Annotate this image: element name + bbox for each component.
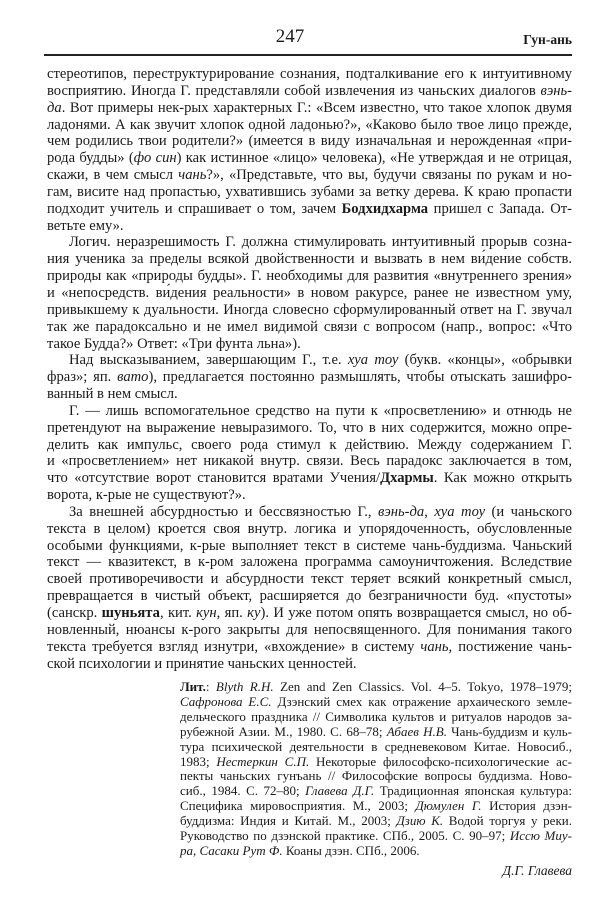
text-run: ской психологии и принятие чаньских ценностей. xyxy=(47,655,357,672)
text-line xyxy=(47,453,572,470)
text-line xyxy=(47,588,572,605)
text-line xyxy=(47,234,572,251)
text-run: ния ученика за пределы всякой двойственности и вызвать в нем ви́дение собств. xyxy=(47,251,572,268)
text-run: Водой торгуя у реки. xyxy=(443,813,572,829)
text-run: (букв. «концы», «обрывки xyxy=(398,352,573,369)
text-line xyxy=(47,201,572,218)
italic-run: ку xyxy=(247,605,261,621)
text-line xyxy=(180,680,572,695)
italic-run: Абаев Н.В. xyxy=(386,723,447,739)
text-line xyxy=(180,784,572,799)
bold-run: Дхармы xyxy=(380,470,434,487)
text-run: ванный в нем смысл. xyxy=(47,386,178,403)
text-line xyxy=(47,150,572,167)
text-line xyxy=(47,470,572,487)
text-run: рубежной Азии. М., 1980. С. 68–78; xyxy=(180,723,387,739)
paragraph xyxy=(47,504,572,672)
text-run: . Вот примеры нек-рых характерных Г.: «Всем известно, что такое хлопок двумя xyxy=(61,99,572,116)
text-run: пришел с Запада. От- xyxy=(428,200,572,217)
italic-run: Сафронова Е.С. xyxy=(180,693,272,709)
text-run: скажи, в чем смысл xyxy=(47,167,179,184)
text-line xyxy=(180,740,572,755)
text-run: фраз»; яп. xyxy=(47,369,118,386)
bold-run: шуньята xyxy=(101,605,160,621)
italic-run: хуа тоу xyxy=(434,503,486,520)
text-run: 1983; xyxy=(180,753,217,769)
text-run: Чань-буддизм и куль- xyxy=(446,723,573,739)
text-run: и «просветлением» нет никакой внутр. связи. Весь парадокс заключается в том, xyxy=(47,453,572,470)
text-line xyxy=(47,218,572,235)
text-run: текста требуется взгляд изнутри, «вхождение» в систему xyxy=(47,638,421,655)
text-run: стереотипов, переструктурирование сознания, подталкивание его к интуитивному xyxy=(47,66,572,82)
text-run: так же парадоксально и не имел видимой связи с вопросом (напр., вопрос: «Что xyxy=(47,318,572,335)
text-run: буддизма: Индия и Китай. М., 2003; xyxy=(180,813,397,829)
text-run: За внешней абсурдностью и бессвязностью Г., xyxy=(69,503,378,520)
text-line xyxy=(47,336,572,353)
text-line xyxy=(47,504,572,521)
text-run: : xyxy=(205,679,216,694)
italic-run: вэнь- xyxy=(540,82,572,99)
text-line xyxy=(47,66,572,83)
text-run: ), предлагается постоянно размышлять, чтобы отыскать зашифро- xyxy=(148,369,572,386)
italic-run: вато xyxy=(117,369,149,386)
text-run: , яп. xyxy=(216,605,248,621)
italic-run: вэнь-да xyxy=(378,503,425,520)
text-run: Некоторые философско-психологические ас- xyxy=(309,753,572,769)
text-run: рода будды» ( xyxy=(47,150,134,167)
text-run: претендуют на выражение невыразимого. То, что в них содержится, можно опре- xyxy=(47,419,572,436)
text-run: Традиционная японская культура: xyxy=(374,783,573,799)
text-line xyxy=(47,369,572,386)
text-line xyxy=(47,656,572,673)
text-line xyxy=(47,251,572,268)
text-line xyxy=(180,769,572,784)
text-run: такое Будда?» Ответ: «Три фунта льна»). xyxy=(47,335,301,352)
text-line xyxy=(47,302,572,319)
text-line xyxy=(47,487,572,504)
text-line xyxy=(47,386,572,403)
text-run: Г. — лишь вспомогательное средство на пути к «просветлению» и отнюдь не xyxy=(69,402,572,419)
text-line xyxy=(47,521,572,538)
text-line xyxy=(47,554,572,571)
text-run: превращается в чистый объект, расширяется до безграничности буд. «пустоты» xyxy=(47,588,572,605)
text-line xyxy=(47,285,572,302)
text-run: текста в целом) кроется своя внутр. логика и упорядоченность, обусловленные xyxy=(47,520,572,537)
italic-run: Главева Д.Г. xyxy=(305,783,375,799)
text-run: (и чаньского xyxy=(485,503,573,520)
italic-run: Blyth R.H. xyxy=(215,679,274,694)
references xyxy=(180,680,572,859)
text-line xyxy=(47,268,572,285)
text-run: . Как можно открыть xyxy=(433,470,572,487)
italic-run: Иссю Миу- xyxy=(509,828,572,844)
text-run: текст — квазитекст, в к-ром заложена программа самоуничтожения. Вследствие xyxy=(47,554,572,571)
text-run: ) как истинное «лицо» человека), «Не утверждая и не отрицая, xyxy=(176,150,572,167)
text-run: , xyxy=(193,842,200,858)
text-line xyxy=(47,639,572,656)
text-run: природы как «природы будды». Г. необходимы для развития «внутреннего зрения» xyxy=(47,268,572,285)
paragraph xyxy=(47,66,572,234)
text-run: (санскр. xyxy=(47,605,102,621)
text-run: ветьте ему». xyxy=(47,217,124,234)
italic-run: ра xyxy=(180,842,193,858)
text-line xyxy=(47,437,572,454)
italic-run: фо син xyxy=(133,150,177,167)
text-run: особыми функциями, к-рые выполняет текст в системе чань-буддизма. Чаньский xyxy=(47,537,572,554)
text-run: Над высказыванием, завершающим Г., т.е. xyxy=(69,352,348,369)
text-run: ворота, к-рые не существуют?». xyxy=(47,487,246,504)
text-run: сиб., 1984. С. 72–80; xyxy=(180,783,306,799)
text-run: ?», «Представьте, что вы, будучи связаны по рукам и но- xyxy=(206,167,572,184)
text-run: чем родились твои родители?» (имеется в виду изначальная и нерожденная «при- xyxy=(47,133,572,150)
text-run: Руководство по дзэнской практике. СПб., 2005. С. 90–97; xyxy=(180,828,510,844)
text-run: своей противоречивости и абсурдности текст теряет всякий конкретный смысл, xyxy=(47,571,572,588)
text-line xyxy=(180,814,572,829)
text-run: Специфика мировосприятия. М., 2003; xyxy=(180,798,416,814)
text-line xyxy=(180,695,572,710)
text-run: подходит учитель и спрашивает о том, зачем xyxy=(47,200,342,217)
header-rule xyxy=(44,54,572,56)
page-number: 247 xyxy=(275,26,305,47)
paragraph xyxy=(47,403,572,504)
text-line xyxy=(47,117,572,134)
text-run: восприятию. Иногда Г. представляли собой извлечения из чаньских диалогов xyxy=(47,82,541,99)
text-run: , xyxy=(424,503,435,520)
text-run: гам, висите над пропастью, ухватившись зубами за ветку дерева. К краю пропасти xyxy=(47,183,572,200)
text-line xyxy=(180,844,572,859)
text-line xyxy=(47,420,572,437)
text-line xyxy=(180,829,572,844)
text-run: тура психической деятельности в средневековом Китае. Новосиб., xyxy=(180,738,572,754)
text-line xyxy=(47,622,572,639)
text-line xyxy=(47,319,572,336)
text-run: Коаны дзэн. СПб., 2006. xyxy=(282,842,420,858)
text-line xyxy=(180,799,572,814)
text-run: , постижение чань- xyxy=(448,638,572,655)
text-line xyxy=(180,755,572,770)
text-run: что «отсутствие ворот становится вратами Учения/ xyxy=(47,470,381,487)
text-run: Логич. неразрешимость Г. должна стимулировать интуитивный прорыв созна- xyxy=(69,234,572,251)
italic-run: хуа тоу xyxy=(347,352,399,369)
italic-run: чань xyxy=(178,167,207,184)
article-author: Д.Г. Главева xyxy=(502,863,572,878)
italic-run: Дюмулен Г. xyxy=(415,798,482,814)
text-run: ). И уже потом опять возвращается смысл, но об- xyxy=(260,605,572,621)
text-run: привыкшему к дуальности. Иногда словесно сформулированный ответ на Г. звучал xyxy=(47,301,572,318)
paragraph xyxy=(47,234,572,352)
italic-run: да xyxy=(47,99,62,116)
text-run: новленный, нюансы к-рого закрыты для непосвященного. Для понимания такого xyxy=(47,621,572,638)
text-line xyxy=(180,710,572,725)
text-run: ладонями. А как звучит хлопок одной ладонью?», «Каково было твое лицо прежде, xyxy=(47,116,572,133)
text-run: , кит. xyxy=(159,605,197,621)
italic-run: Дзию К. xyxy=(396,813,444,829)
text-line xyxy=(47,403,572,420)
italic-run: чань xyxy=(420,638,449,655)
text-run: Zen and Zen Classics. Vol. 4–5. Tokyo, 1978–1979; xyxy=(273,679,572,694)
text-line xyxy=(47,184,572,201)
text-line xyxy=(47,571,572,588)
text-line xyxy=(47,605,572,622)
text-run: пекты чаньских гунъань // Философские вопросы буддизма. Ново- xyxy=(180,768,572,784)
text-run: Дзэнский смех как отражение архаического земле- xyxy=(271,693,572,709)
italic-run: Нестеркин С.П. xyxy=(216,753,310,769)
italic-run: кун xyxy=(196,605,217,621)
text-line xyxy=(180,725,572,740)
bold-run: Бодхидхарма xyxy=(341,200,429,217)
bold-run: Лит. xyxy=(180,679,206,694)
paragraph xyxy=(47,352,572,403)
text-line xyxy=(47,133,572,150)
italic-run: Сасаки Рут Ф. xyxy=(199,842,283,858)
text-line xyxy=(47,167,572,184)
text-run: и «непосредств. ви́дения реальности» в новом ракурсе, ранее не известном уму, xyxy=(47,284,572,301)
text-line xyxy=(47,352,572,369)
text-run: История дзэн- xyxy=(481,798,572,814)
text-run: делить как импульс, своего рода стимул к действию. Между содержанием Г. xyxy=(47,436,572,453)
text-run: дельческого праздника // Символика культов и ритуалов народов за- xyxy=(180,708,572,724)
text-line xyxy=(47,100,572,117)
text-line xyxy=(47,83,572,100)
text-line xyxy=(47,538,572,555)
article-body xyxy=(47,66,572,672)
running-head: Гун-ань xyxy=(523,32,572,47)
